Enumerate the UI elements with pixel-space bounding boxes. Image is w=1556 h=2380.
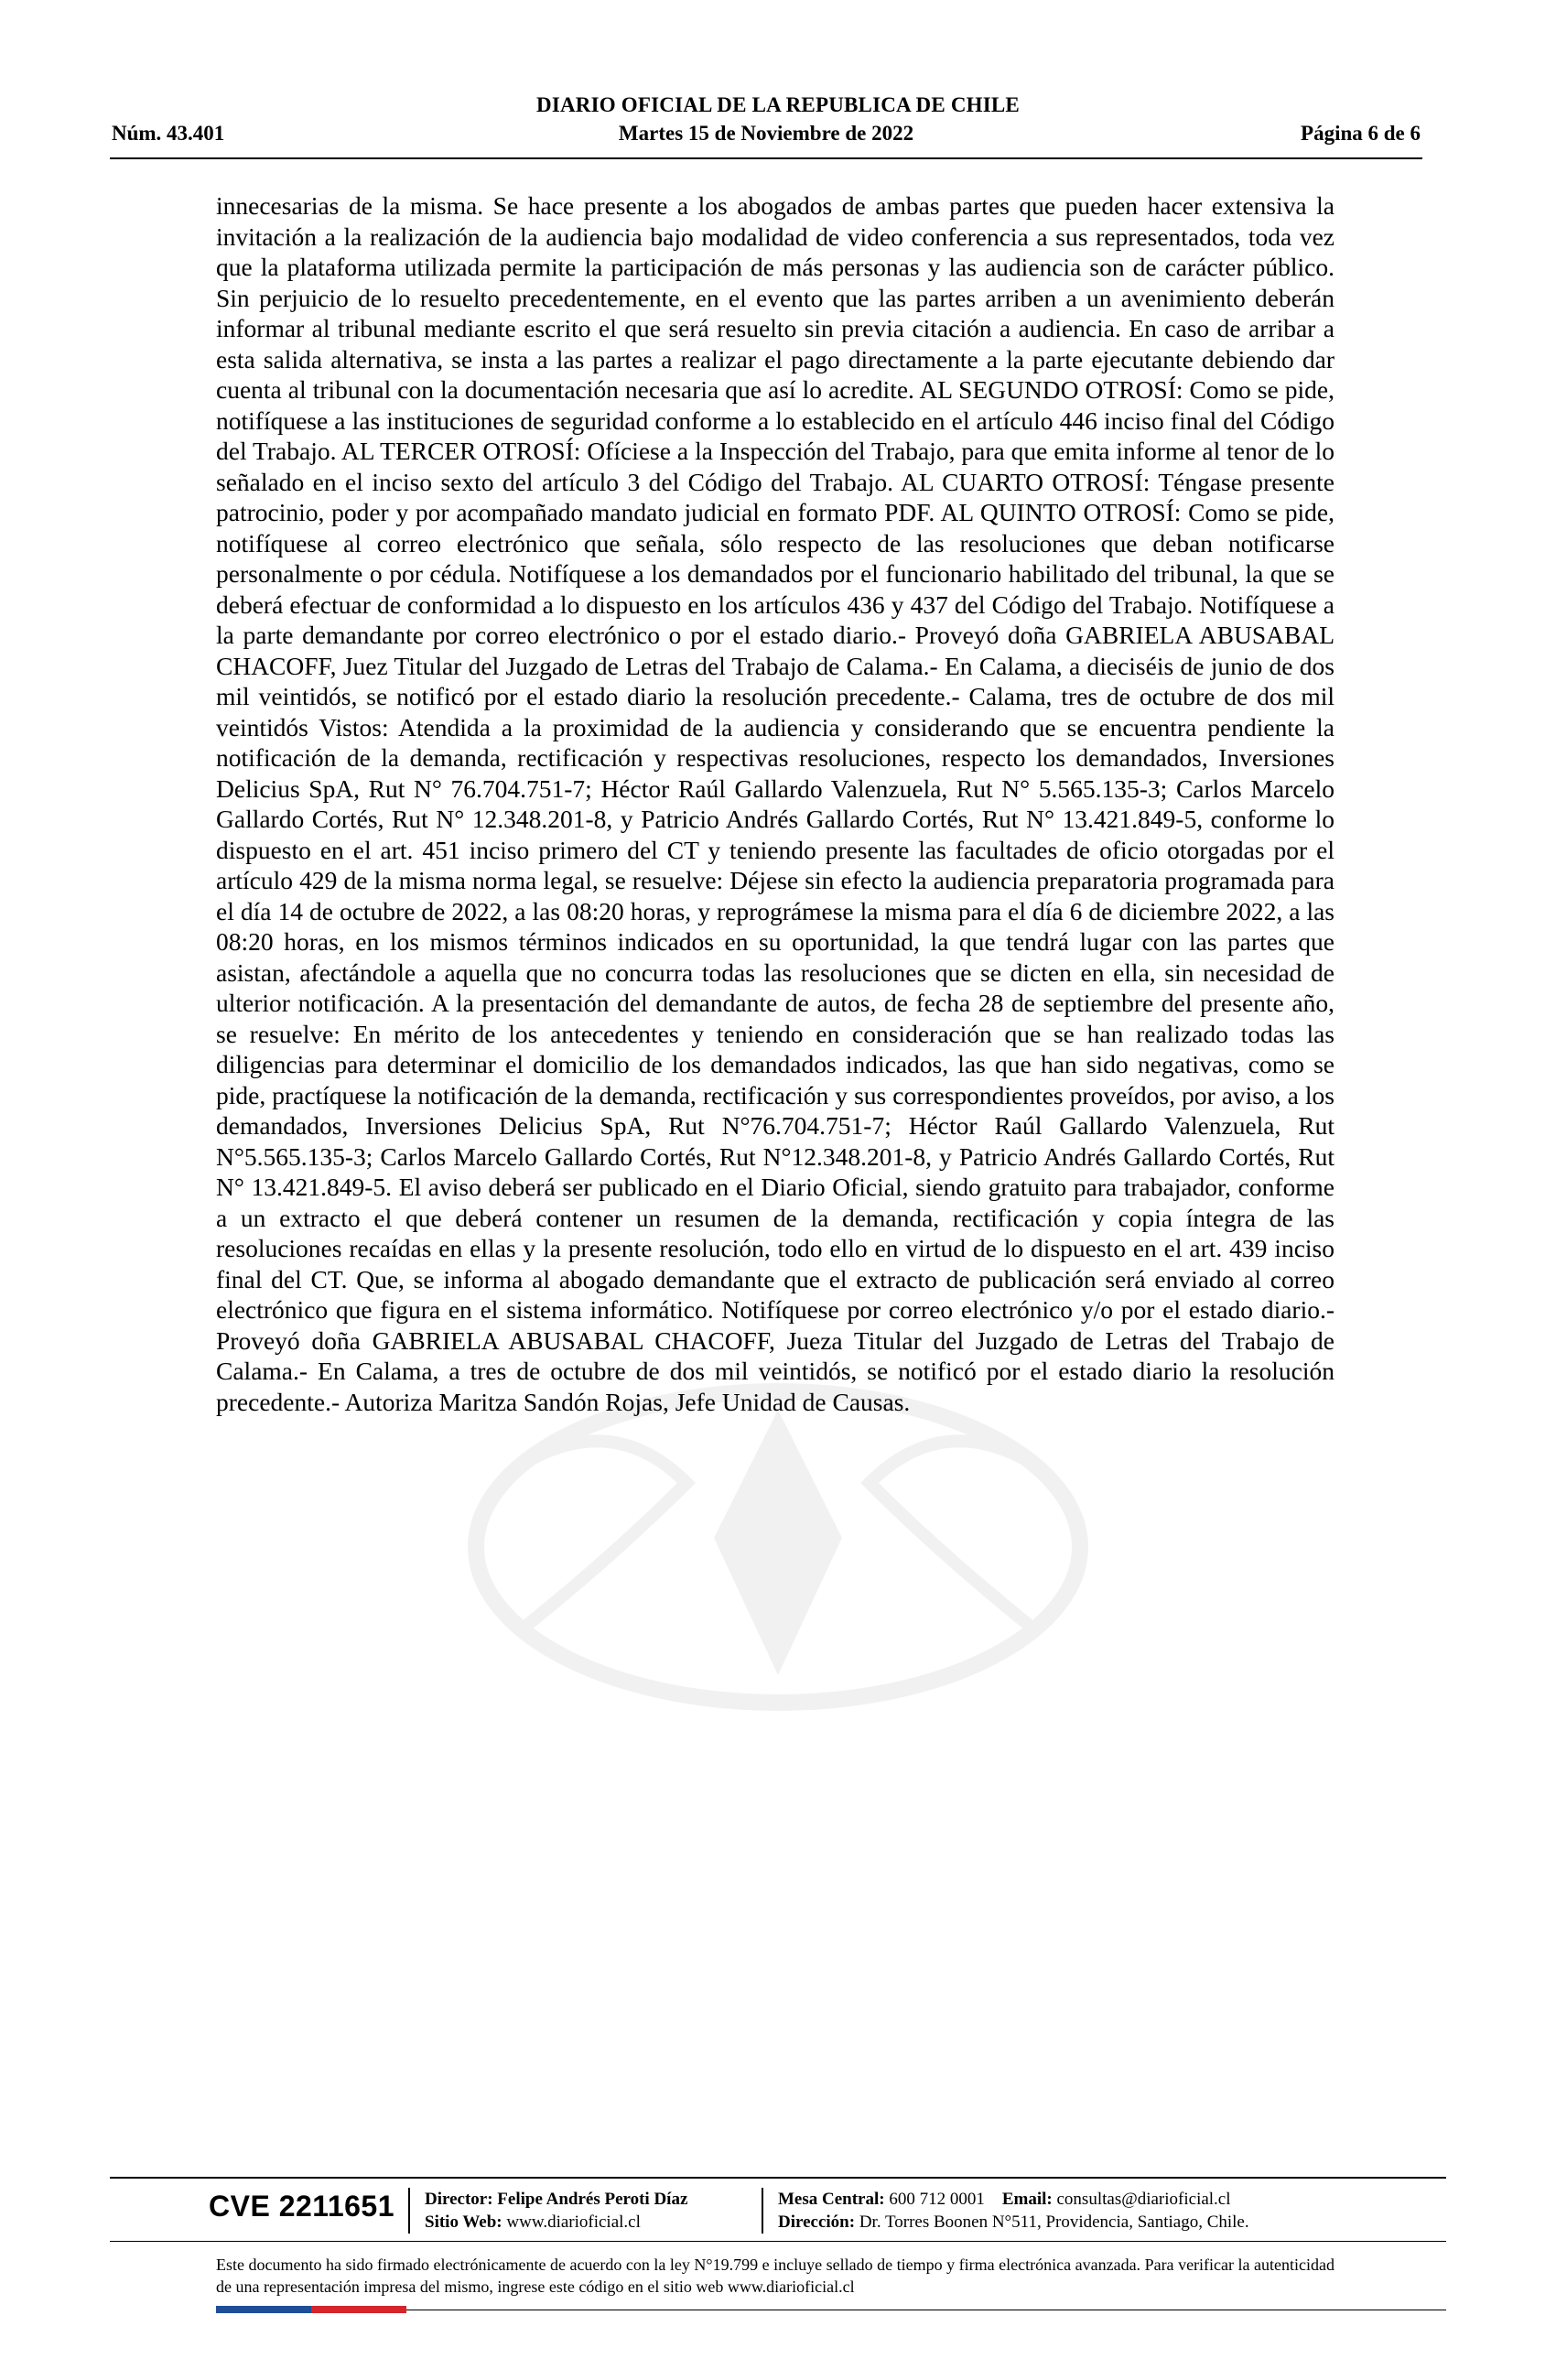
header-divider (110, 157, 1422, 159)
signature-notice: Este documento ha sido firmado electrónicamente de acuerdo con la ley N°19.799 e incluye sellado de tiempo y firma electrónica avanzada. Para verificar la autenticidad de una representación impresa del mismo, ingrese este código en el sitio web www.diarioficial.cl (216, 2256, 1334, 2296)
email-link[interactable]: consultas@diarioficial.cl (1056, 2190, 1231, 2209)
address-value: Dr. Torres Boonen N°511, Providencia, Santiago, Chile. (859, 2212, 1249, 2232)
flag-blue-segment (216, 2306, 311, 2313)
flag-red-segment (311, 2306, 406, 2313)
site-link[interactable]: www.diarioficial.cl (506, 2212, 641, 2232)
footer-separator (762, 2188, 763, 2234)
address-label: Dirección: (778, 2212, 856, 2232)
footer-contact-column (778, 2188, 1249, 2234)
director-label: Director: (425, 2190, 493, 2209)
page-number: Página 6 de 6 (1301, 122, 1421, 145)
mesa-phone: 600 712 0001 (889, 2190, 985, 2209)
chile-flag-stripe (216, 2306, 406, 2313)
director-value: Felipe Andrés Peroti Díaz (497, 2190, 688, 2209)
footer-middle-divider (110, 2241, 1446, 2242)
footer-separator (408, 2188, 410, 2234)
issue-number: Núm. 43.401 (112, 122, 225, 145)
document-body (216, 190, 1334, 1417)
email-label: Email: (1001, 2190, 1053, 2209)
gazette-title: DIARIO OFICIAL DE LA REPUBLICA DE CHILE (536, 93, 1020, 116)
cve-code: CVE 2211651 (209, 2190, 394, 2223)
issue-date: Martes 15 de Noviembre de 2022 (618, 122, 914, 145)
site-label: Sitio Web: (425, 2212, 502, 2232)
footer-info (110, 2182, 1446, 2237)
body-paragraph: innecesarias de la misma. Se hace presente a los abogados de ambas partes que pueden hacer extensiva la invitación a la realización de la audiencia bajo modalidad de video conferencia a sus representados, toda vez que la plataforma utilizada permite la participación de más personas y las audiencia son de carácter público. Sin perjuicio de lo resuelto precedentemente, en el evento que las partes arriben a un avenimiento deberán informar al tribunal mediante escrito el que será resuelto sin previa citación a audiencia. En caso de arribar a esta salida alternativa, se insta a las partes a realizar el pago directamente a la parte ejecutante debiendo dar cuenta al tribunal con la documentación necesaria que así lo acredite. AL SEGUNDO OTROSÍ: Como se pide, notifíquese a las instituciones de seguridad conforme a lo establecido en el artículo 446 inciso final del Código del Trabajo. AL TERCER OTROSÍ: Ofíciese a la Inspección del Trabajo, para que emita informe al tenor de lo señalado en el inciso sexto del artículo 3 del Código del Trabajo. AL CUARTO OTROSÍ: Téngase presente patrocinio, poder y por acompañado mandato judicial en formato PDF. AL QUINTO OTROSÍ: Como se pide, notifíquese al correo electrónico que señala, sólo respecto de las resoluciones que deban notificarse personalmente o por cédula. Notifíquese a los demandados por el funcionario habilitado del tribunal, la que se deberá efectuar de conformidad a lo dispuesto en los artículos 436 y 437 del Código del Trabajo. Notifíquese a la parte demandante por correo electrónico o por el estado diario.- Proveyó doña GABRIELA ABUSABAL CHACOFF, Juez Titular del Juzgado de Letras del Trabajo de Calama.- En Calama, a dieciséis de junio de dos mil veintidós, se notificó por el estado diario la resolución precedente.- Calama, tres de octubre de dos mil veintidós Vistos: Atendida a la proximidad de la audiencia y considerando que se encuentra pendiente la notificación de la demanda, rectificación y respectivas resoluciones, respecto los demandados, Inversiones Delicius SpA, Rut N° 76.704.751-7; Héctor Raúl Gallardo Valenzuela, Rut N° 5.565.135-3; Carlos Marcelo Gallardo Cortés, Rut N° 12.348.201-8, y Patricio Andrés Gallardo Cortés, Rut N° 13.421.849-5, conforme lo dispuesto en el art. 451 inciso primero del CT y teniendo presente las facultades de oficio otorgadas por el artículo 429 de la misma norma legal, se resuelve: Déjese sin efecto la audiencia preparatoria programada para el día 14 de octubre de 2022, a las 08:20 horas, y reprográmese la misma para el día 6 de diciembre 2022, a las 08:20 horas, en los mismos términos indicados en su oportunidad, la que tendrá lugar con las partes que asistan, afectándole a aquella que no concurra todas las resoluciones que se dicten en ella, sin necesidad de ulterior notificación. A la presentación del demandante de autos, de fecha 28 de septiembre del presente año, se resuelve: En mérito de los antecedentes y teniendo en consideración que se han realizado todas las diligencias para determinar el domicilio de los demandados indicados, las que han sido negativas, como se pide, practíquese la notificación de la demanda, rectificación y sus correspondientes proveídos, por aviso, a los demandados, Inversiones Delicius SpA, Rut N°76.704.751-7; Héctor Raúl Gallardo Valenzuela, Rut N°5.565.135-3; Carlos Marcelo Gallardo Cortés, Rut N°12.348.201-8, y Patricio Andrés Gallardo Cortés, Rut N° 13.421.849-5. El aviso deberá ser publicado en el Diario Oficial, siendo gratuito para trabajador, conforme a un extracto el que deberá contener un resumen de la demanda, rectificación y copia íntegra de las resoluciones recaídas en ellas y la presente resolución, todo ello en virtud de lo dispuesto en el art. 439 inciso final del CT. Que, se informa al abogado demandante que el extracto de publicación será enviado al correo electrónico que figura en el sistema informático. Notifíquese por correo electrónico y/o por el estado diario.- Proveyó doña GABRIELA ABUSABAL CHACOFF, Jueza Titular del Juzgado de Letras del Trabajo de Calama.- En Calama, a tres de octubre de dos mil veintidós, se notificó por el estado diario la resolución precedente.- Autoriza Maritza Sandón Rojas, Jefe Unidad de Causas. (216, 191, 1334, 1416)
footer-top-divider (110, 2177, 1446, 2179)
mesa-label: Mesa Central: (778, 2190, 885, 2209)
footer-director-column (425, 2188, 687, 2234)
